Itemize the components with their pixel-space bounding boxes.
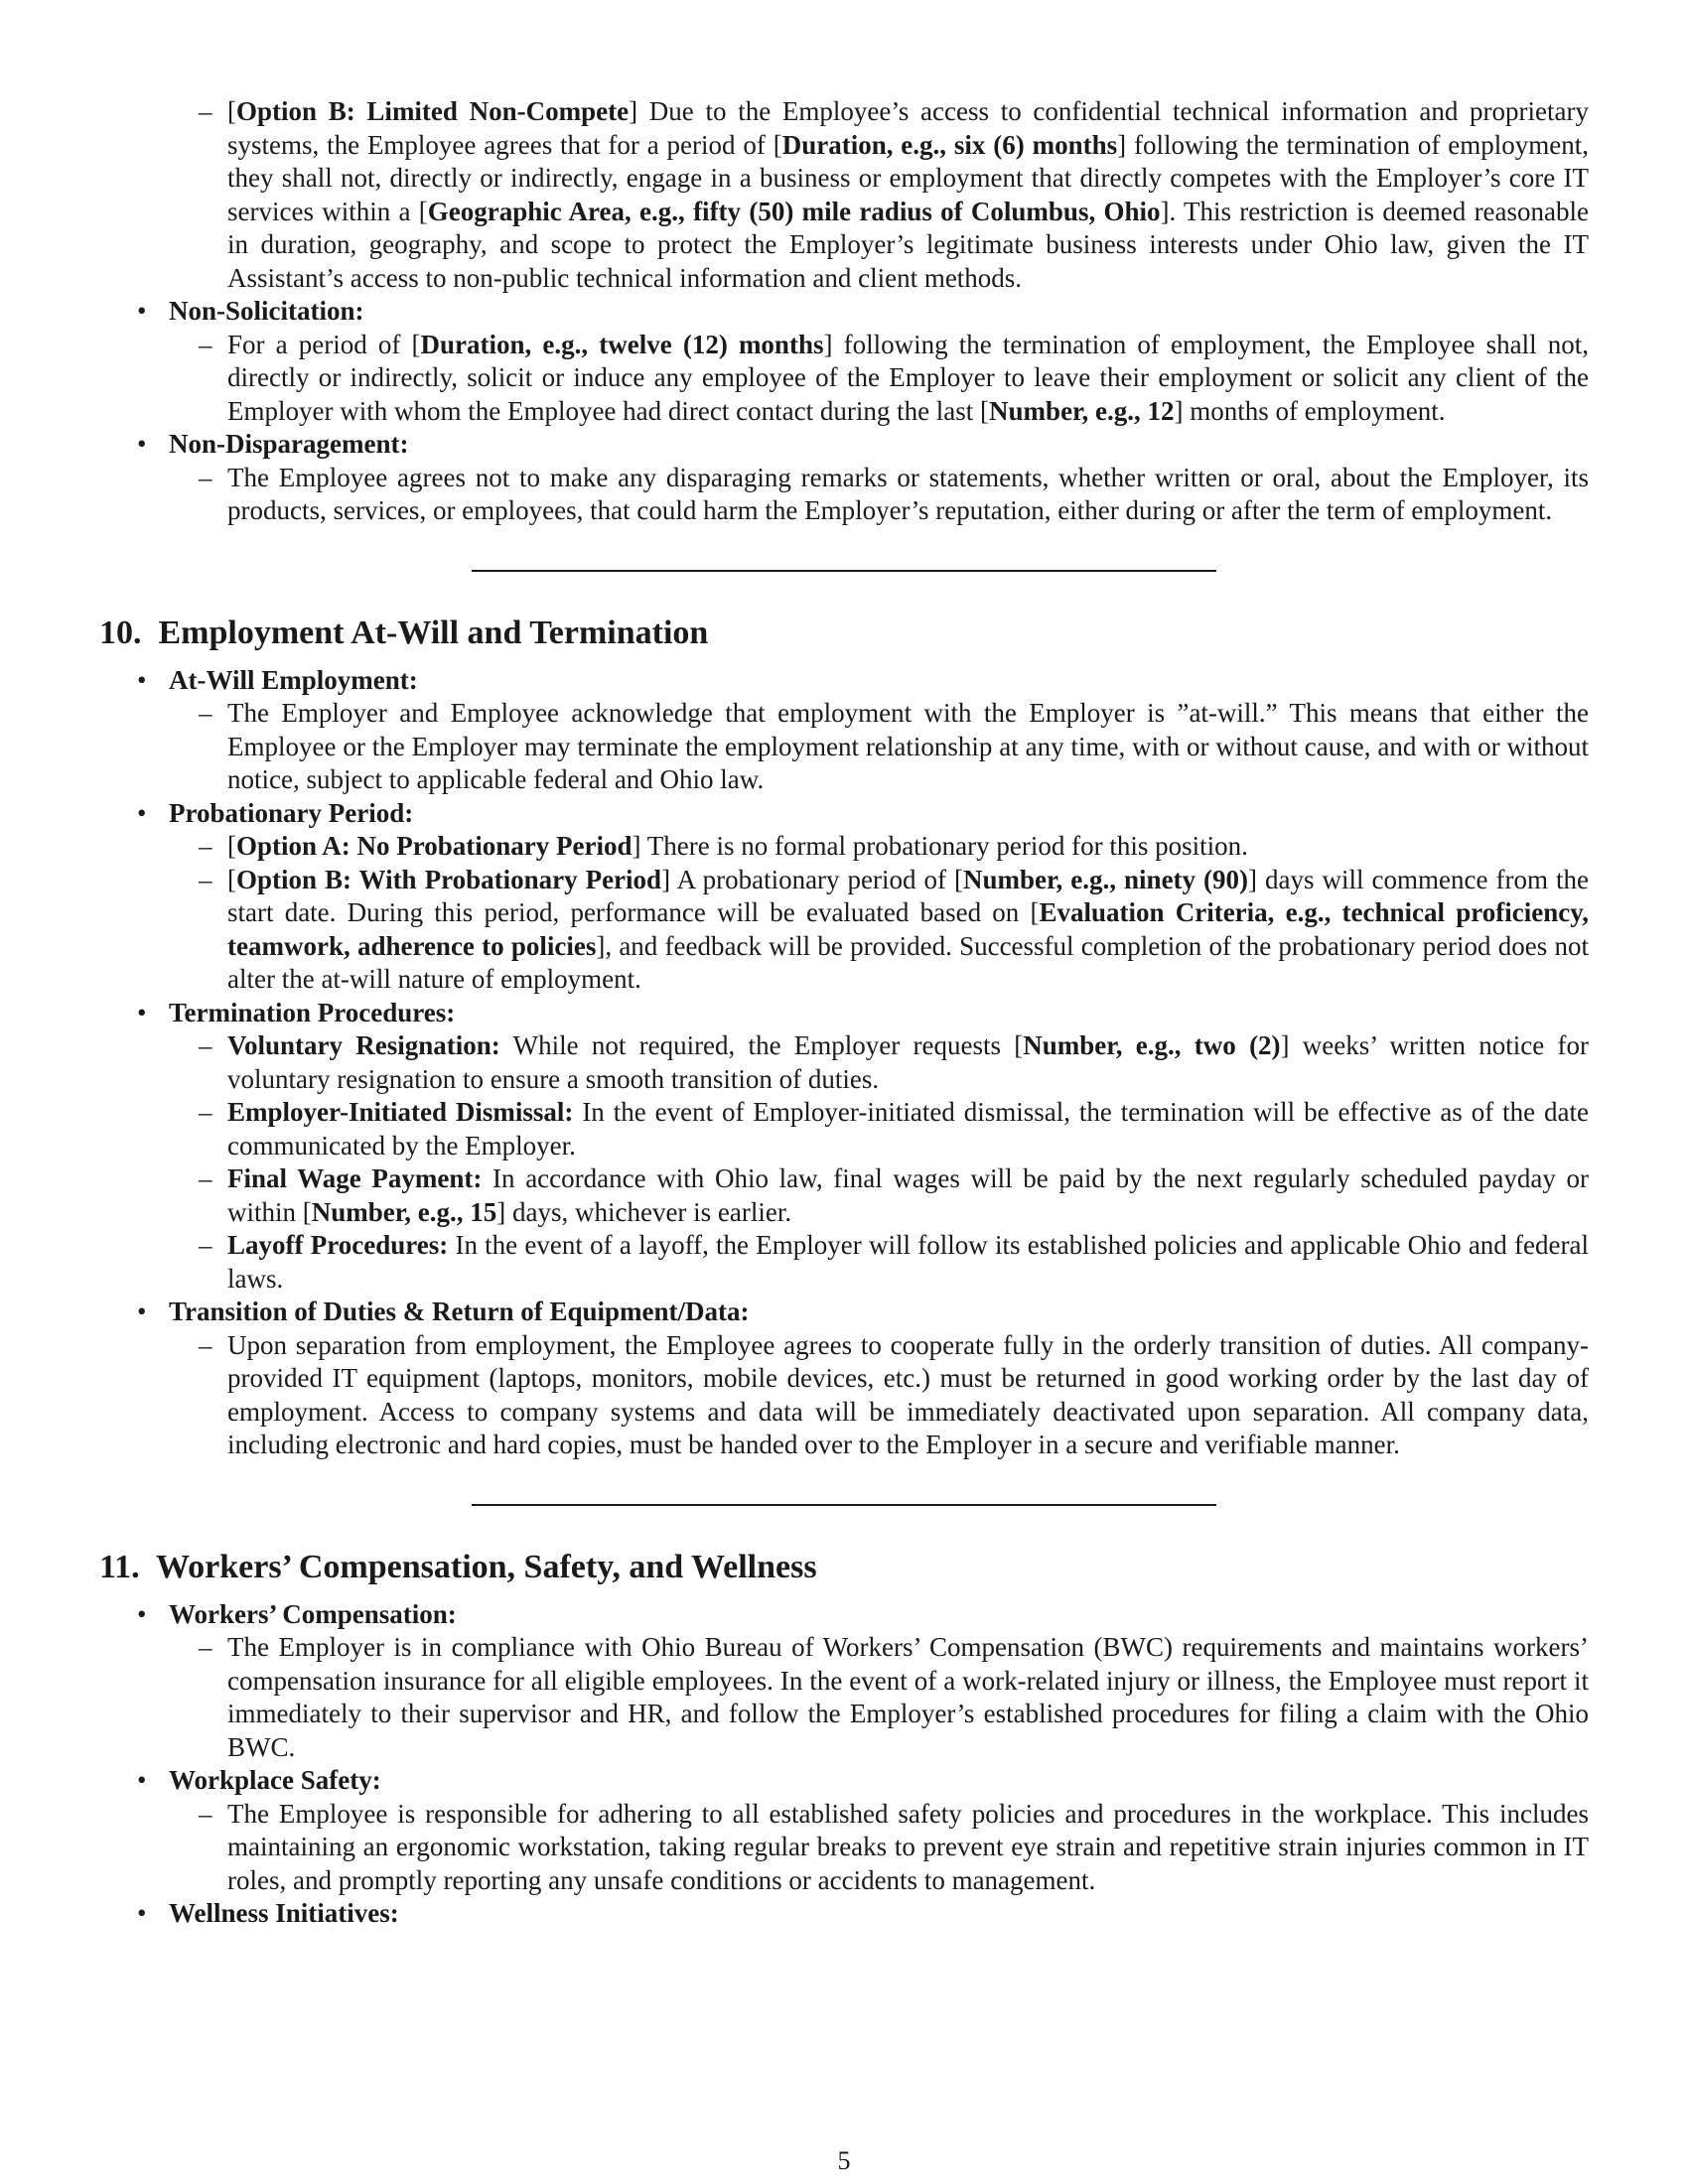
option-b-sublist — [169, 95, 1589, 295]
non-solicitation-duration: Duration, e.g., twelve (12) months — [420, 329, 824, 359]
probationary-option-a: – [Option A: No Probationary Period] There is no formal probationary period for this position. — [169, 830, 1589, 864]
transition-text: – Upon separation from employment, the Employee agrees to cooperate fully in the orderly transition of duties. All company-provided IT equipment (laptops, monitors, mobile devices, etc.) must be returned in good working order by the last day of employment. Access to company systems and data will be immediately deactivated upon separation. All company data, including electronic and hard copies, must be handed over to the Employer in a secure and verifiable manner. — [169, 1329, 1589, 1462]
non-solicitation-text — [169, 329, 1589, 429]
non-solicitation-text-3: ] months of employment. — [1174, 395, 1446, 426]
section-11-number: 11. — [99, 1548, 140, 1585]
list-item-transition — [99, 1296, 1589, 1462]
page-number: 5 — [837, 2146, 851, 2175]
section-divider — [472, 570, 1216, 572]
option-b-probation-days: Number, e.g., ninety (90) — [963, 864, 1249, 894]
option-b-geographic-area: Geographic Area, e.g., fifty (50) mile radius of Columbus, Ohio — [427, 196, 1161, 226]
voluntary-resignation — [169, 1029, 1589, 1096]
non-solicitation-text-1: For a period of [ — [227, 329, 421, 359]
wage-text-1: In accordance with Ohio law, final wages will be paid by the next regularly scheduled payday or within [ — [227, 1163, 1589, 1227]
probationary-heading: Probationary Period: — [169, 797, 414, 828]
section-11-title: Workers’ Compensation, Safety, and Wellness — [156, 1548, 817, 1585]
list-item-workers-comp — [99, 1598, 1589, 1765]
section-divider — [472, 1504, 1216, 1506]
voluntary-text-1: While not required, the Employer requests [ — [499, 1030, 1024, 1060]
option-b-evaluation-criteria: Evaluation Criteria, e.g., technical proficiency, teamwork, adherence to policies — [227, 897, 1589, 961]
page-content — [99, 95, 1589, 1931]
workers-comp-text: – The Employer is in compliance with Ohio Bureau of Workers’ Compensation (BWC) requirements and maintains workers’ compensation insurance for all eligible employees. In the event of a work-related injury or illness, the Employee must report it immediately to their supervisor and HR, and follow the Employer’s established procedures for filing a claim with the Ohio BWC. — [169, 1631, 1589, 1764]
probationary-sublist — [169, 830, 1589, 997]
dismissal-text: In the event of Employer-initiated dismissal, the termination will be effective as of the date communicated by the Employer. — [227, 1097, 1589, 1160]
probationary-option-b: – [Option B: With Probationary Period] A probationary period of [Number, e.g., ninety (90)] days will commence from the start date. During this period, performance will be evaluated based on [Evaluation Criteria, e.g., technical proficiency, teamwork, adherence to policies], and feedback will be provided. Successful completion of the probationary period does not alter the at-will nature of employment. — [169, 864, 1589, 997]
section-10-list — [99, 664, 1589, 1462]
list-item-non-disparagement — [99, 428, 1589, 528]
option-b-probation-label: Option B: With Probationary Period — [236, 864, 662, 894]
voluntary-label: Voluntary Resignation: — [227, 1030, 500, 1060]
transition-heading: Transition of Duties & Return of Equipment/Data: — [169, 1297, 750, 1326]
option-b-text-1: Due to the Employee’s access to confidential technical information and proprietary systems, the Employee agrees that for a period of [ — [227, 96, 1590, 160]
termination-sublist — [169, 1029, 1589, 1296]
option-b-non-compete: – [Option B: Limited Non-Compete] Due to the Employee’s access to confidential technical information and proprietary systems, the Employee agrees that for a period of [Duration, e.g., six (6) months] following the termination of employment, they shall not, directly or indirectly, engage in a business or employment that directly competes with the Employer’s core IT services within a [Geographic Area, e.g., fifty (50) mile radius of Columbus, Ohio]. This restriction is deemed reasonable in duration, geography, and scope to protect the Employer’s legitimate business interests under Ohio law, given the IT Assistant’s access to non-public technical information and client methods. — [169, 95, 1589, 295]
employer-dismissal — [169, 1096, 1589, 1162]
option-a-text: There is no formal probationary period for this position. — [640, 831, 1248, 861]
section-11-heading — [99, 1548, 1589, 1587]
option-b-probation-text-2: ] days will commence from the start date. During this period, performance will be evaluated based on [ — [227, 864, 1589, 927]
non-solicitation-number: Number, e.g., 12 — [989, 395, 1175, 426]
section-10-title: Employment At-Will and Termination — [158, 614, 709, 651]
layoff-label: Layoff Procedures: — [227, 1230, 449, 1260]
option-b-text-3: ]. This restriction is deemed reasonable in duration, geography, and scope to protect the Employer’s legitimate business interests under Ohio law, given the IT Assistant’s access to non-public technical information and client methods. — [227, 196, 1589, 293]
wellness-heading: Wellness Initiatives: — [169, 1898, 399, 1928]
at-will-sublist — [169, 697, 1589, 797]
dismissal-label: Employer-Initiated Dismissal: — [227, 1097, 574, 1127]
wage-label: Final Wage Payment: — [227, 1163, 483, 1193]
non-disparagement-sublist — [169, 462, 1589, 528]
option-b-label: Option B: Limited Non-Compete — [236, 96, 630, 126]
list-item-at-will — [99, 664, 1589, 797]
section-10-number: 10. — [99, 614, 142, 651]
termination-heading: Termination Procedures: — [169, 997, 456, 1027]
layoff-text: In the event of a layoff, the Employer will follow its established policies and applicable Ohio and federal laws. — [227, 1230, 1589, 1294]
section-10-heading — [99, 614, 1589, 653]
layoff-procedures — [169, 1229, 1589, 1296]
workers-comp-heading: Workers’ Compensation: — [169, 1598, 457, 1629]
wage-text-2: ] days, whichever is earlier. — [496, 1196, 792, 1227]
list-item-wellness — [99, 1897, 1589, 1931]
workplace-safety-sublist — [169, 1798, 1589, 1898]
wage-days: Number, e.g., 15 — [311, 1196, 497, 1227]
list-item-option-b-continued — [99, 95, 1589, 295]
list-item-probationary — [99, 797, 1589, 997]
option-b-probation-text-3: ], and feedback will be provided. Successful completion of the probationary period does not alter the at-will nature of employment. — [227, 930, 1589, 994]
continued-restrictive-covenants-list — [99, 95, 1589, 528]
option-b-text-2: ] following the termination of employment, they shall not, directly or indirectly, engage in a business or employment that directly competes with the Employer’s core IT services within a [ — [227, 129, 1589, 226]
workplace-safety-heading: Workplace Safety: — [169, 1765, 381, 1795]
at-will-text: – The Employer and Employee acknowledge that employment with the Employer is ”at-will.” This means that either the Employee or the Employer may terminate the employment relationship at any time, with or without cause, and with or without notice, subject to applicable federal and Ohio law. — [169, 697, 1589, 797]
non-solicitation-heading: Non-Solicitation: — [169, 296, 364, 326]
workplace-safety-text: – The Employee is responsible for adhering to all established safety policies and procedures in the workplace. This includes maintaining an ergonomic workstation, taking regular breaks to prevent eye strain and repetitive strain injuries common in IT roles, and promptly reporting any unsafe conditions or accidents to management. — [169, 1798, 1589, 1898]
option-b-probation-text-1: A probationary period of [ — [670, 864, 964, 894]
transition-sublist — [169, 1329, 1589, 1462]
non-disparagement-heading: Non-Disparagement: — [169, 429, 409, 459]
list-item-termination — [99, 997, 1589, 1297]
list-item-workplace-safety — [99, 1764, 1589, 1897]
final-wage-payment — [169, 1162, 1589, 1229]
list-item-non-solicitation — [99, 295, 1589, 428]
section-11-list — [99, 1598, 1589, 1931]
option-b-duration: Duration, e.g., six (6) months — [781, 129, 1118, 160]
non-disparagement-text: – The Employee agrees not to make any disparaging remarks or statements, whether written or oral, about the Employer, its products, services, or employees, that could harm the Employer’s reputation, either during or after the term of employment. — [169, 462, 1589, 528]
option-a-label: Option A: No Probationary Period — [236, 831, 633, 861]
voluntary-text-2: ] weeks’ written notice for voluntary resignation to ensure a smooth transition of duties. — [227, 1030, 1589, 1094]
non-solicitation-sublist — [169, 329, 1589, 429]
non-solicitation-text-2: ] following the termination of employment, the Employee shall not, directly or indirectly, solicit or induce any employee of the Employer to leave their employment or solicit any client of the Employer with whom the Employee had direct contact during the last [ — [227, 329, 1589, 426]
at-will-heading: At-Will Employment: — [169, 664, 418, 695]
workers-comp-sublist — [169, 1631, 1589, 1764]
voluntary-weeks: Number, e.g., two (2) — [1023, 1030, 1281, 1060]
